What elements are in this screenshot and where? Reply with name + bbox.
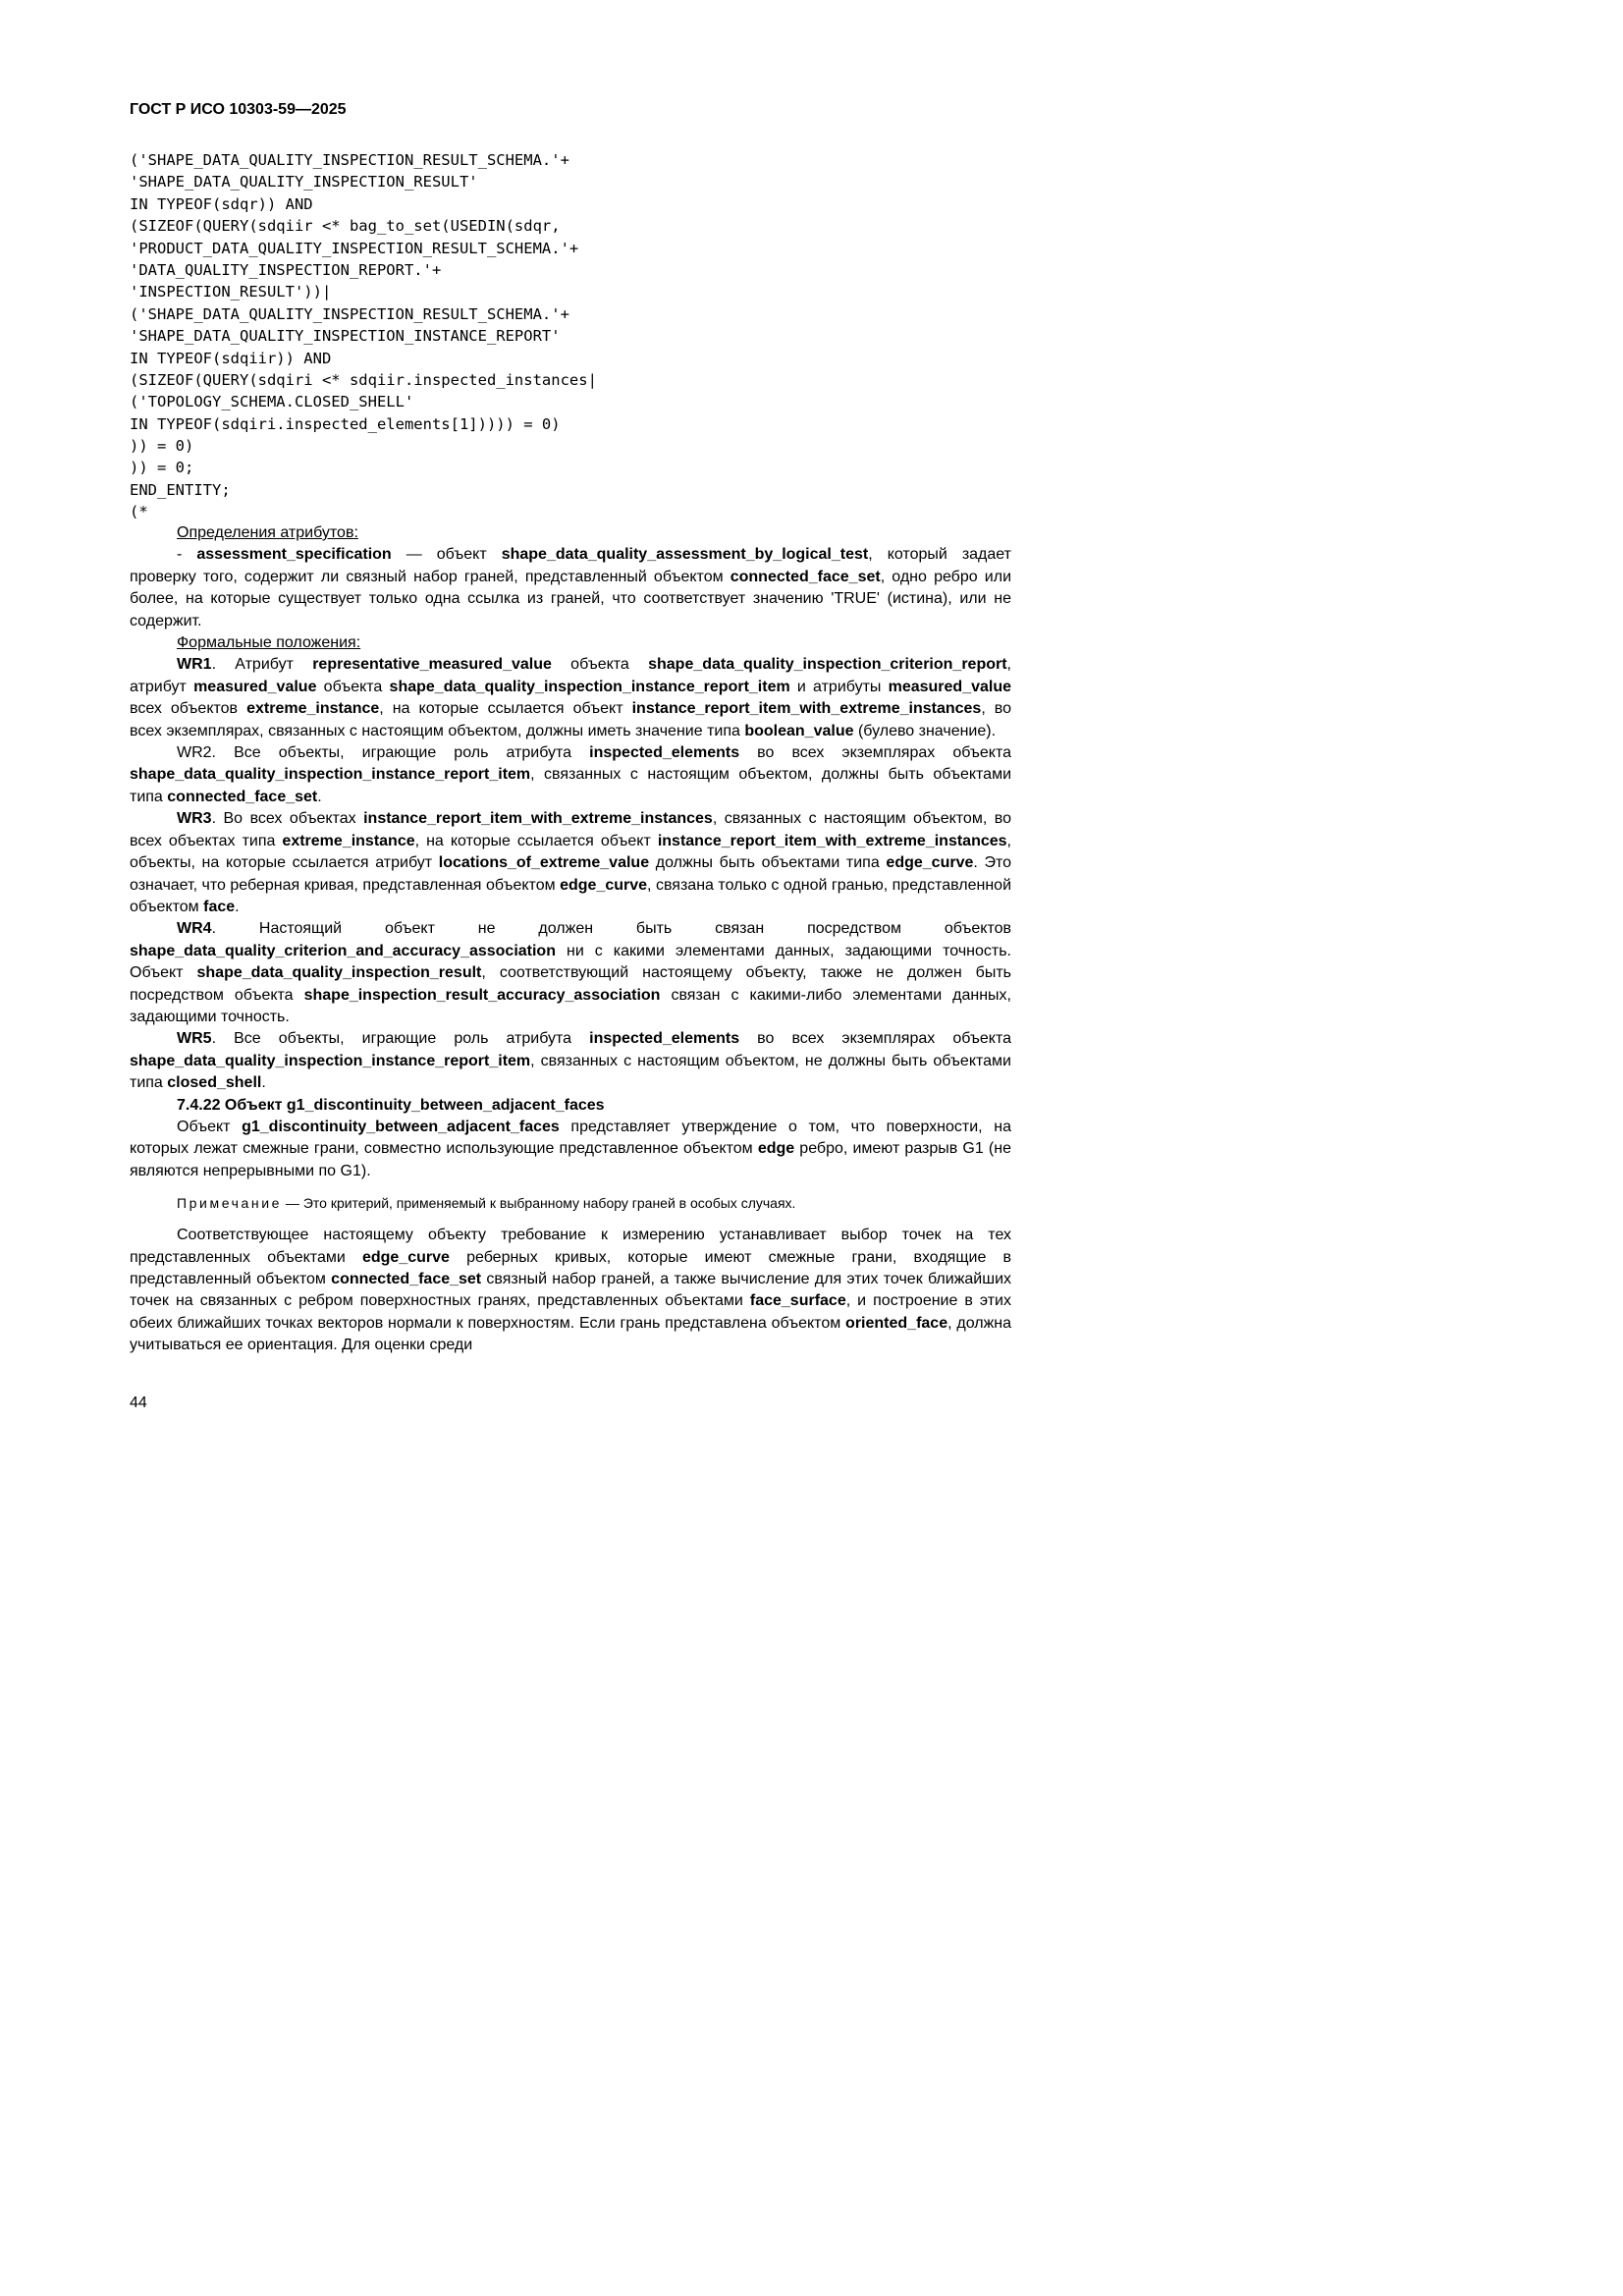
section-title: 7.4.22 Объект g1_discontinuity_between_adjacent_faces [177, 1096, 605, 1114]
text-run: - [177, 546, 197, 564]
text-run: , связанных с настоящим объектом, во всех объектах типа [130, 810, 1011, 849]
term-bold: shape_data_quality_assessment_by_logical_test [501, 546, 869, 564]
term-bold: instance_report_item_with_extreme_instances [631, 700, 982, 718]
text-run: и атрибуты [789, 678, 889, 695]
code-line: (SIZEOF(QUERY(sdqiir <* bag_to_set(USEDIN(sdqr, [130, 217, 561, 236]
text-run: . Все объекты, играющие роль атрибута [211, 1030, 590, 1048]
text-run: , соответствующий настоящему объекту, также не должен быть посредством объекта [130, 964, 1012, 1004]
term-bold: g1_discontinuity_between_adjacent_faces [242, 1118, 560, 1135]
term-bold: edge_curve [361, 1248, 450, 1266]
code-line: (SIZEOF(QUERY(sdqiri <* sdqiir.inspected_instances| [130, 370, 597, 389]
code-line: END_ENTITY; [130, 480, 231, 499]
rule-wr4 [130, 918, 1011, 1028]
term-bold: shape_data_quality_inspection_result [196, 964, 482, 982]
term-bold: WR4 [177, 920, 212, 938]
code-line: )) = 0; [130, 459, 194, 477]
text-run: . Атрибут [211, 656, 313, 674]
term-bold: edge_curve [886, 854, 974, 872]
heading-attribute-definitions: Определения атрибутов: [177, 524, 358, 541]
rule-wr2 [130, 742, 1011, 808]
text-run: (булево значение). [853, 722, 997, 739]
text-run: во всех экземплярах объекта [739, 1030, 1011, 1048]
code-line: ('TOPOLOGY_SCHEMA.CLOSED_SHELL' [130, 393, 414, 411]
term-bold: shape_data_quality_inspection_instance_report_item [130, 766, 531, 784]
code-line: 'INSPECTION_RESULT'))| [130, 283, 332, 301]
term-bold: shape_data_quality_inspection_criterion_report [648, 656, 1007, 674]
term-bold: face [203, 898, 236, 915]
term-bold: assessment_specification [196, 546, 392, 564]
code-line: 'SHAPE_DATA_QUALITY_INSPECTION_INSTANCE_REPORT' [130, 327, 561, 346]
term-bold: edge [757, 1140, 795, 1158]
term-bold: locations_of_extreme_value [438, 854, 650, 872]
term-bold: shape_data_quality_inspection_instance_report_item [130, 1052, 531, 1069]
standard-header: ГОСТ Р ИСО 10303-59—2025 [130, 101, 347, 118]
document-body [130, 522, 1011, 1357]
text-run: . [235, 898, 240, 915]
text-run: связан с какими-либо элементами данных, задающими точность. [130, 986, 1012, 1025]
text-run: — объект [391, 546, 502, 564]
text-run: , связана только с одной гранью, представленной объектом [130, 876, 1011, 915]
attribute-definition-paragraph [130, 544, 1011, 632]
text-run: . Во всех объектах [211, 810, 364, 828]
rule-wr3 [130, 808, 1011, 918]
term-bold: shape_data_quality_inspection_instance_report_item [389, 678, 790, 695]
measurement-paragraph [130, 1225, 1011, 1356]
term-bold: shape_inspection_result_accuracy_association [303, 986, 661, 1004]
term-bold: inspected_elements [589, 744, 740, 762]
note-label: Примечание [177, 1195, 283, 1212]
term-bold: boolean_value [744, 722, 854, 739]
code-line: 'SHAPE_DATA_QUALITY_INSPECTION_RESULT' [130, 173, 478, 191]
term-bold: oriented_face [845, 1314, 948, 1332]
section-intro-paragraph [130, 1117, 1011, 1182]
text-run: реберных кривых, которые имеют смежные грани, входящие в представленный объектом [130, 1248, 1012, 1287]
term-bold: instance_report_item_with_extreme_instances [363, 810, 713, 828]
text-run: , на которые ссылается объект [379, 700, 632, 718]
text-run: Объект [177, 1118, 243, 1135]
code-line: 'DATA_QUALITY_INSPECTION_REPORT.'+ [130, 260, 442, 279]
term-bold: inspected_elements [589, 1030, 740, 1048]
note-text: — Это критерий, применяемый к выбранному набору граней в особых случаях. [282, 1195, 796, 1212]
text-run: WR2. Все объекты, играющие роль атрибута [177, 744, 590, 762]
text-run: должны быть объектами типа [649, 854, 887, 872]
text-run: , связанных с настоящим объектом, не должны быть объектами типа [130, 1052, 1011, 1092]
term-bold: representative_measured_value [312, 656, 552, 674]
code-line: (* [130, 503, 148, 521]
code-line: IN TYPEOF(sdqr)) AND [130, 194, 313, 213]
term-bold: WR1 [177, 656, 212, 674]
code-line: IN TYPEOF(sdqiri.inspected_elements[1])))) = 0) [130, 414, 561, 433]
text-run: представляет утверждение о том, что поверхности, на которых лежат смежные грани, совместно использующие представленное объектом [130, 1118, 1011, 1158]
text-run: , на которые ссылается объект [414, 832, 658, 849]
term-bold: measured_value [888, 678, 1012, 695]
text-run: , во всех экземплярах, связанных с настоящим объектом, должны иметь значение типа [130, 700, 1012, 739]
term-bold: extreme_instance [282, 832, 415, 849]
term-bold: measured_value [193, 678, 317, 695]
term-bold: face_surface [749, 1292, 846, 1310]
term-bold: instance_report_item_with_extreme_instances [657, 832, 1007, 849]
text-run: объекта [551, 656, 649, 674]
text-run: , атрибут [130, 656, 1011, 695]
text-run: ни с какими элементами данных, задающими точность. Объект [130, 942, 1011, 982]
text-run: , и построение в этих обеих ближайших точках векторов нормали к поверхностям. Если грань представлена объектом [130, 1292, 1011, 1332]
code-line: 'PRODUCT_DATA_QUALITY_INSPECTION_RESULT_SCHEMA.'+ [130, 239, 579, 257]
code-line: )) = 0) [130, 437, 194, 456]
code-line: IN TYPEOF(sdqiir)) AND [130, 349, 332, 367]
text-run: Соответствующее настоящему объекту требование к измерению устанавливает выбор точек на тех представленных объектами [130, 1227, 1011, 1266]
text-run: объекта [316, 678, 390, 695]
code-line: ('SHAPE_DATA_QUALITY_INSPECTION_RESULT_SCHEMA.'+ [130, 304, 569, 323]
text-run: . [317, 788, 322, 805]
text-run: . Это означает, что реберная кривая, представленная объектом [130, 854, 1012, 894]
term-bold: connected_face_set [167, 788, 318, 805]
code-line: ('SHAPE_DATA_QUALITY_INSPECTION_RESULT_SCHEMA.'+ [130, 151, 569, 169]
text-run: . Настоящий объект не должен быть связан посредством объектов [211, 920, 1011, 938]
rule-wr5 [130, 1028, 1011, 1094]
term-bold: connected_face_set [331, 1271, 482, 1287]
note-paragraph [130, 1193, 1011, 1213]
heading-formal-propositions: Формальные положения: [177, 634, 361, 652]
document-page [0, 0, 1084, 1533]
text-run: во всех экземплярах объекта [739, 744, 1011, 762]
text-run: ребро, имеют разрыв G1 (не являются непрерывными по G1). [130, 1140, 1011, 1179]
text-run: всех объектов [130, 700, 247, 718]
text-run: связный набор граней, а также вычисление для этих точек ближайших точек на связанных с ребром поверхностных гранях, представленных объектами [130, 1271, 1012, 1310]
term-bold: extreme_instance [246, 700, 380, 718]
text-run: . [261, 1074, 266, 1092]
term-bold: edge_curve [560, 876, 648, 894]
term-bold: shape_data_quality_criterion_and_accuracy_association [130, 942, 556, 959]
text-run: , одно ребро или более, на которые существует только одна ссылка из граней, что соответствует значению 'TRUE' (истина), или не содержит. [130, 568, 1011, 629]
page-number: 44 [130, 1394, 147, 1411]
rule-wr1 [130, 654, 1011, 742]
text-run: , связанных с настоящим объектом, должны быть объектами типа [130, 766, 1011, 805]
text-run: , объекты, на которые ссылается атрибут [130, 832, 1011, 872]
express-code-block [130, 149, 597, 523]
term-bold: connected_face_set [730, 568, 881, 585]
term-bold: closed_shell [167, 1074, 262, 1092]
text-run: , который задает проверку того, содержит ли связный набор граней, представленный объектом [130, 546, 1011, 585]
term-bold: WR3 [177, 810, 212, 828]
term-bold: WR5 [177, 1030, 212, 1048]
text-run: , должна учитываться ее ориентация. Для оценки среди [130, 1314, 1012, 1354]
